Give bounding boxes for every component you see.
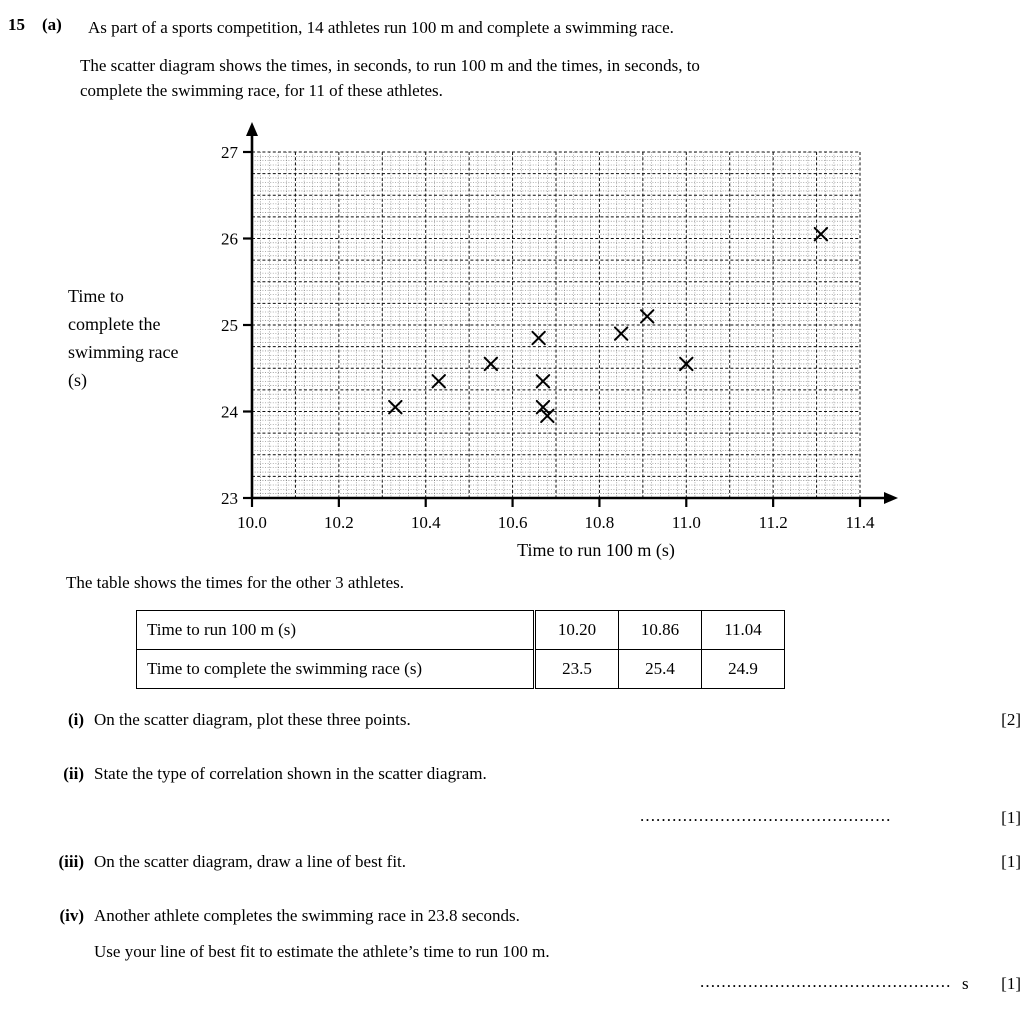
y-tick-label: 24 bbox=[221, 402, 238, 422]
table-row-label: Time to run 100 m (s) bbox=[137, 611, 535, 650]
y-tick-label: 27 bbox=[221, 143, 238, 162]
table-cell: 25.4 bbox=[619, 650, 702, 689]
subquestion-ii-marks: [1] bbox=[1001, 808, 1021, 827]
subquestion-i-text: On the scatter diagram, plot these three points. bbox=[94, 710, 411, 729]
subquestion-iv-marks: [1] bbox=[1001, 974, 1021, 993]
subquestion-iv-text: Another athlete completes the swimming race in 23.8 seconds. bbox=[94, 906, 520, 925]
subquestion-i-numeral: (i) bbox=[67, 710, 84, 729]
x-tick-label: 10.2 bbox=[323, 513, 354, 532]
y-tick-label: 25 bbox=[221, 316, 238, 335]
scatter-diagram bbox=[0, 120, 1029, 560]
x-tick-label: 11.0 bbox=[671, 513, 701, 532]
subquestion-ii-numeral: (ii) bbox=[63, 764, 84, 783]
subquestion-iv-text-line2: Use your line of best fit to estimate the athlete’s time to run 100 m. bbox=[94, 942, 550, 961]
question-intro-text: As part of a sports competition, 14 athletes run 100 m and complete a swimming race. bbox=[88, 18, 674, 37]
subquestion-iii-numeral: (iii) bbox=[58, 852, 84, 871]
x-tick-label: 11.2 bbox=[758, 513, 788, 532]
grid-lines bbox=[252, 152, 860, 498]
question-description bbox=[80, 53, 975, 103]
y-axis-label-line: complete the bbox=[68, 314, 161, 334]
scatter-diagram-svg bbox=[0, 120, 1029, 560]
x-tick-label: 10.8 bbox=[584, 513, 615, 532]
description-line-1 bbox=[80, 53, 975, 78]
subquestion-iv-numeral: (iv) bbox=[59, 906, 84, 925]
x-tick-label: 10.4 bbox=[410, 513, 441, 532]
x-tick-label: 11.4 bbox=[845, 513, 875, 532]
question-number: 15 bbox=[8, 15, 25, 34]
table-cell: 23.5 bbox=[535, 650, 619, 689]
y-tick-label: 23 bbox=[221, 489, 238, 508]
table-cell: 11.04 bbox=[702, 611, 785, 650]
table-cell: 10.86 bbox=[619, 611, 702, 650]
question-part-label: (a) bbox=[42, 15, 62, 34]
table-row bbox=[137, 650, 785, 689]
subquestion-iii-text: On the scatter diagram, draw a line of best fit. bbox=[94, 852, 407, 871]
axis-ticks bbox=[221, 143, 875, 532]
subquestion-ii-text: State the type of correlation shown in the scatter diagram. bbox=[94, 764, 487, 783]
y-axis-label-line: (s) bbox=[68, 370, 87, 390]
x-tick-label: 10.6 bbox=[497, 513, 528, 532]
table-row-label: Time to complete the swimming race (s) bbox=[137, 650, 535, 689]
x-axis-label: Time to run 100 m (s) bbox=[517, 540, 675, 560]
axes bbox=[246, 122, 898, 504]
table-cell: 24.9 bbox=[702, 650, 785, 689]
y-tick-label: 26 bbox=[221, 229, 238, 249]
y-axis-label bbox=[68, 286, 178, 391]
subquestion-iii-marks: [1] bbox=[1001, 852, 1021, 871]
table-row bbox=[137, 611, 785, 650]
table-cell: 10.20 bbox=[535, 611, 619, 650]
y-axis-label-line: Time to bbox=[68, 286, 124, 306]
table-body bbox=[137, 611, 785, 689]
answer-unit-iv: s bbox=[962, 974, 969, 993]
answer-line-iv[interactable]: ............................................... bbox=[700, 972, 952, 991]
athlete-times-table bbox=[136, 610, 785, 689]
y-axis-label-line: swimming race bbox=[68, 342, 179, 362]
subquestion-i-marks: [2] bbox=[1001, 710, 1021, 729]
description-line-2: complete the swimming race, for 11 of these athletes. bbox=[80, 81, 443, 100]
table-lead-text: The table shows the times for the other 3 athletes. bbox=[66, 573, 405, 592]
x-tick-label: 10.0 bbox=[237, 513, 267, 532]
answer-line-ii[interactable]: ............................................... bbox=[640, 806, 892, 825]
description-line-1-text: The scatter diagram shows the times, in seconds, to run 100 m and the times, in seconds, to bbox=[80, 56, 700, 75]
